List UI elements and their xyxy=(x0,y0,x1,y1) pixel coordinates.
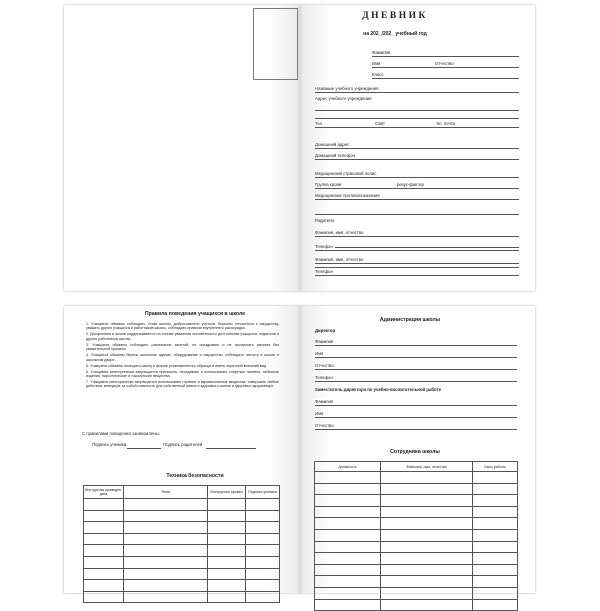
parent-phone-field-1[interactable] xyxy=(315,243,519,251)
email-label: Эл. почта xyxy=(436,120,456,126)
col-position: Должность xyxy=(315,462,381,472)
col-date: Инструктаж проведен, дата xyxy=(84,486,124,499)
ack-text: С правилами поведения ознакомлены. xyxy=(82,431,160,436)
school-name-field[interactable] xyxy=(315,85,519,93)
director-label: Директор xyxy=(315,328,336,333)
rule-item: 6. Учащимся категорически запрещается приносить, передавать и использовать спиртные напитки, табачные изделия, наркотические и токсические вещества. xyxy=(86,369,279,379)
table-header-row xyxy=(315,462,518,472)
deputy-patronymic-field[interactable] xyxy=(315,422,517,430)
rule-item: 3. Учащиеся обязаны соблюдать расписание занятий, не опаздывать и не пропускать занятия без уважительной причины. xyxy=(86,342,279,352)
director-name-field[interactable] xyxy=(315,350,517,358)
parent-fio-label-2: Фамилия, имя, отчество xyxy=(315,257,364,262)
student-sign-line[interactable] xyxy=(127,442,161,449)
rule-item: 1. Учащиеся обязаны соблюдать Устав школы, добросовестно учиться, бережно относиться к имуществу, уважать других учащихся и работников школы, соблюдать правила внутреннего распорядка. xyxy=(86,322,279,331)
table-row[interactable] xyxy=(84,556,280,568)
table-row[interactable] xyxy=(315,576,518,588)
rules-title: Правила поведения учащихся в школе xyxy=(144,311,246,317)
deputy-label: Заместитель директора по учебно-воспитательной работе xyxy=(315,387,442,392)
patronymic-label: Отчество xyxy=(315,363,334,368)
admin-title: Администрация школы xyxy=(379,317,441,323)
contraindications-label: Медицинские противопоказания xyxy=(315,193,380,198)
table-row[interactable] xyxy=(84,568,280,580)
home-phone-label: Домашний телефон xyxy=(315,153,355,158)
school-name-line xyxy=(315,104,519,111)
school-year: на 202_/202_ учебный год xyxy=(363,31,427,37)
surname-field[interactable] xyxy=(372,49,519,57)
col-topic: Тема xyxy=(124,486,208,499)
safety-title: Техника безопасности xyxy=(166,473,224,479)
table-row[interactable] xyxy=(315,506,518,518)
parent-phone-label-1: Телефон xyxy=(315,244,333,249)
class-label: Класс xyxy=(372,72,384,77)
school-address-label: Адрес учебного учреждения xyxy=(315,96,372,101)
table-row[interactable] xyxy=(84,580,280,592)
table-row[interactable] xyxy=(84,522,280,534)
school-name-label: Название учебного учреждения xyxy=(315,86,379,91)
table-header-row xyxy=(84,486,280,499)
col-fio: Фамилия, имя, отчество xyxy=(381,462,473,472)
safety-table xyxy=(83,485,280,603)
rule-item: 4. Учащиеся обязаны беречь школьное здание, оборудование и имущество, соблюдать чистоту в школе и школьном дворе. xyxy=(86,353,279,362)
contraindications-field[interactable] xyxy=(315,192,519,200)
contacts-row[interactable] xyxy=(315,120,519,128)
table-row[interactable] xyxy=(315,587,518,599)
site-label: Сайт xyxy=(375,120,385,126)
parent-fio-line-2 xyxy=(315,261,519,268)
table-row[interactable] xyxy=(84,499,280,511)
parents-label: Родители xyxy=(315,218,334,223)
diary-title: ДНЕВНИК xyxy=(362,11,428,21)
parent-sign-label: Подпись родителей xyxy=(163,442,203,447)
name-label: Имя xyxy=(372,61,381,66)
rule-item: 7. Учащимся категорически запрещается использовать горючие и взрывоопасные вещества, совершать любые действия, влекущие за собой опасность для собственной жизни и здоровья и жизни и здоровья окружающих. xyxy=(86,380,279,389)
rules-list xyxy=(86,322,279,390)
parent-phone-label-2: Телефон xyxy=(315,269,333,274)
phone-label: Телефон xyxy=(315,375,333,380)
director-phone-field[interactable] xyxy=(315,374,517,382)
rule-item: 2. Дисциплина в школе поддерживается на основе уважения человеческого достоинства учащихся, педагогов и других работников школы. xyxy=(86,332,279,341)
table-row[interactable] xyxy=(84,591,280,603)
table-row[interactable] xyxy=(315,529,518,541)
col-student-sign: Подпись ученика xyxy=(246,486,280,499)
table-row[interactable] xyxy=(315,599,518,611)
director-patronymic-field[interactable] xyxy=(315,362,517,370)
table-row[interactable] xyxy=(84,533,280,545)
class-field[interactable] xyxy=(372,71,519,79)
patronymic-label: Отчество xyxy=(315,423,334,428)
patronymic-label: Отчество xyxy=(435,61,454,66)
parent-phone-field-2[interactable] xyxy=(315,268,519,276)
student-sign-label: Подпись ученика xyxy=(92,442,127,447)
parent-fio-field-1[interactable] xyxy=(315,229,519,237)
col-instructor: Инструктаж провел xyxy=(208,486,246,499)
table-row[interactable] xyxy=(84,510,280,522)
table-row[interactable] xyxy=(315,518,518,530)
table-row[interactable] xyxy=(315,541,518,553)
rh-factor-label: резус-фактор xyxy=(397,181,424,187)
phone-label: Тел. xyxy=(315,121,324,126)
blood-group-label: Группа крови xyxy=(315,182,342,187)
parent-fio-label-1: Фамилия, имя, отчество xyxy=(315,230,364,235)
table-row[interactable] xyxy=(84,545,280,557)
name-label: Имя xyxy=(315,411,324,416)
staff-title: Сотрудники школы xyxy=(390,449,440,455)
insurance-field[interactable] xyxy=(315,170,519,178)
rule-item: 5. Учащиеся обязаны посещать школу в форме установленного образца и иметь опрятный внешний вид. xyxy=(86,363,268,368)
staff-table xyxy=(314,461,518,611)
deputy-surname-field[interactable] xyxy=(315,398,517,406)
photo-frame xyxy=(253,8,298,80)
director-surname-field[interactable] xyxy=(315,338,517,346)
home-phone-field[interactable] xyxy=(315,152,519,160)
home-address-field[interactable] xyxy=(315,141,519,149)
surname-label: Фамилия xyxy=(315,399,334,404)
school-address-field[interactable] xyxy=(315,95,519,102)
home-address-label: Домашний адрес xyxy=(315,142,350,147)
parent-sign-line[interactable] xyxy=(206,442,256,449)
table-row[interactable] xyxy=(315,553,518,565)
table-row[interactable] xyxy=(315,564,518,576)
col-hours: Часы работы xyxy=(473,462,518,472)
name-label: Имя xyxy=(315,351,324,356)
table-row[interactable] xyxy=(315,472,518,484)
surname-label: Фамилия xyxy=(315,339,334,344)
table-row[interactable] xyxy=(315,495,518,507)
table-row[interactable] xyxy=(315,483,518,495)
contraindications-line xyxy=(315,208,519,215)
deputy-name-field[interactable] xyxy=(315,410,517,418)
insurance-label: Медицинский страховой полис xyxy=(315,171,377,176)
surname-label: Фамилия xyxy=(372,50,391,55)
school-address-line xyxy=(315,112,519,119)
